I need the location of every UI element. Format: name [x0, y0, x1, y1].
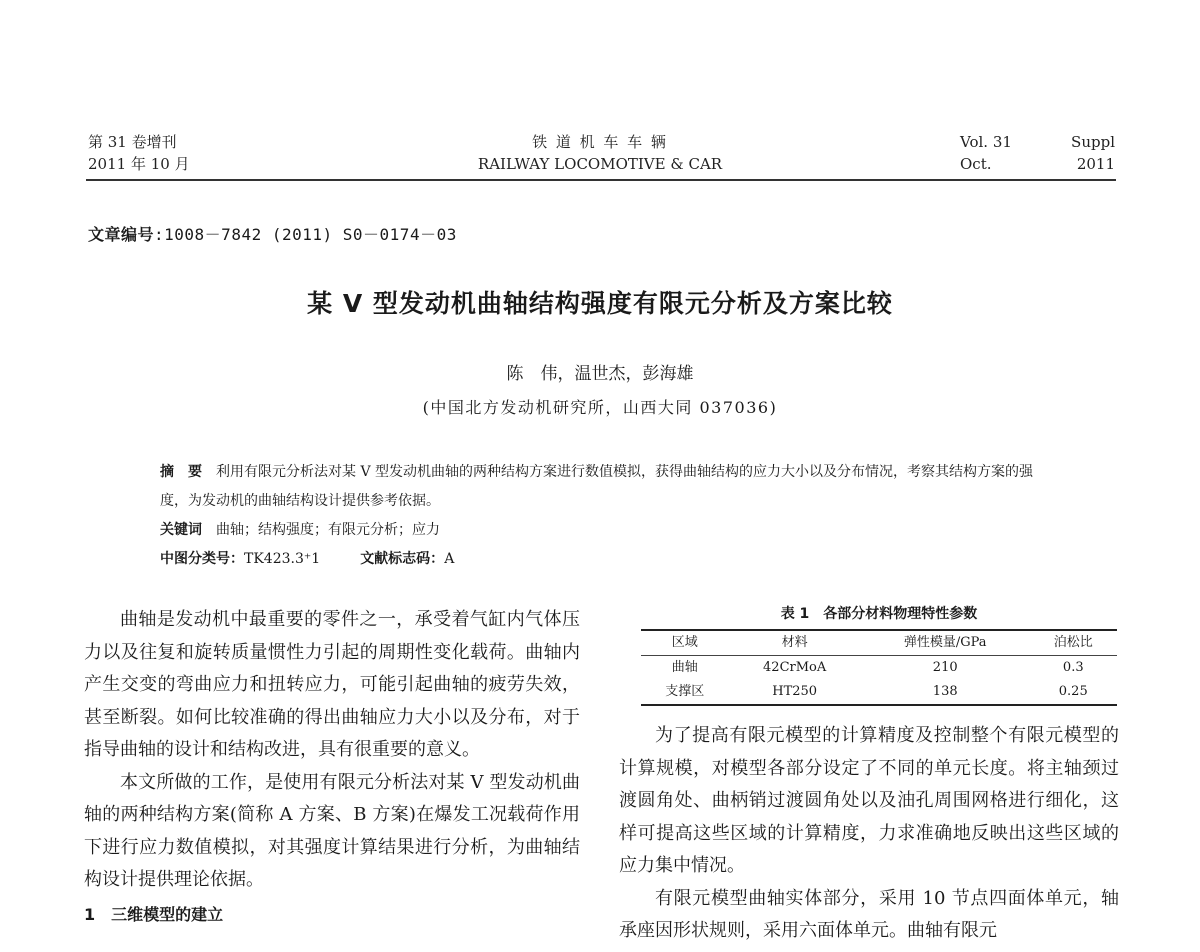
header-rule [86, 179, 1116, 181]
table-header-row [641, 630, 1117, 656]
table-header-cell: 泊松比 [1053, 635, 1093, 650]
section-heading-1: 1 三维模型的建立 [84, 904, 224, 924]
table-cell: 42CrMoA [763, 660, 827, 675]
article-number [88, 222, 457, 245]
authors: 陈 伟，温世杰，彭海雄 [506, 364, 694, 384]
right-column [619, 603, 1119, 948]
abstract [160, 458, 1050, 516]
journal-name-cn: 铁 道 机 车 车 辆 [532, 133, 668, 151]
intro-paragraph-1: 曲轴是发动机中最重要的零件之一，承受着气缸内气体压力以及往复和旋转质量惯性力引起的周期性变化载荷。曲轴内产生交变的弯曲应力和扭转应力，可能引起曲轴的疲劳失效，甚至断裂。如何比较准确的得出曲轴应力大小以及分布，对于指导曲轴的设计和结构改进，具有很重要的意义。 [84, 609, 580, 760]
paper-title: 某 V 型发动机曲轴结构强度有限元分析及方案比较 [307, 289, 893, 318]
doc-code-label: 文献标志码： [360, 551, 445, 567]
material-table [641, 629, 1117, 706]
right-body [619, 720, 1119, 948]
suppl-en: Suppl [1071, 133, 1115, 151]
table-cell: 支撑区 [665, 684, 705, 699]
journal-name-en: RAILWAY LOCOMOTIVE & CAR [477, 155, 723, 173]
journal-name [380, 131, 820, 175]
keywords [160, 516, 1050, 545]
volume-issue: 第 31 卷增刊 [88, 133, 177, 151]
clc-value: TK423.3⁺1 [244, 551, 321, 567]
table-cell: HT250 [772, 684, 818, 699]
table-header-cell: 区域 [671, 635, 698, 650]
left-column [84, 604, 580, 931]
month-en: Oct. [960, 155, 992, 173]
abstract-text: 利用有限元分析法对某 V 型发动机曲轴的两种结构方案进行数值模拟，获得曲轴结构的应力大小以及分布情况，考察其结构方案的强度，为发动机的曲轴结构设计提供参考依据。 [160, 464, 1034, 509]
table-caption: 表 1 各部分材料物理特性参数 [780, 606, 978, 622]
classification [160, 545, 1050, 574]
affiliation: (中国北方发动机研究所，山西大同 037036) [422, 398, 778, 417]
journal-issue-info-en [960, 131, 1115, 175]
keywords-value: 曲轴；结构强度；有限元分析；应力 [216, 522, 440, 538]
journal-issue-info [88, 131, 190, 175]
abstract-block [160, 458, 1050, 574]
volume-en: Vol. 31 [960, 133, 1012, 151]
year-en: 2011 [1076, 155, 1115, 173]
abstract-label: 摘 要 [160, 464, 202, 480]
clc-label: 中图分类号： [160, 551, 244, 567]
body-paragraph-1: 为了提高有限元模型的计算精度及控制整个有限元模型的计算规模，对模型各部分设定了不同的单元长度。将主轴颈过渡圆角处、曲柄销过渡圆角处以及油孔周围网格进行细化，这样可提高这些区域的计算精度，力求准确地反映出这些区域的应力集中情况。 [619, 725, 1119, 876]
doc-code-value: A [444, 551, 455, 567]
table-header-cell: 弹性模量/GPa [903, 635, 987, 650]
intro-paragraph-2: 本文所做的工作，是使用有限元分析法对某 V 型发动机曲轴的两种结构方案(简称 A 方案、B 方案)在爆发工况载荷作用下进行应力数值模拟，对其强度计算结果进行分析，为曲轴结构设计提供理论依据。 [84, 771, 580, 890]
issue-date: 2011 年 10 月 [88, 155, 190, 173]
table-header-cell: 材料 [781, 635, 808, 650]
table-cell: 曲轴 [671, 660, 698, 675]
keywords-label: 关键词 [160, 522, 202, 538]
table-cell: 0.25 [1058, 684, 1088, 699]
article-number-value: :1008－7842 (2011) S0－0174－03 [154, 225, 457, 244]
body-paragraph-2: 有限元模型曲轴实体部分，采用 10 节点四面体单元，轴承座因形状规则，采用六面体单元。曲轴有限元 [619, 887, 1119, 941]
table-cell: 138 [932, 684, 958, 699]
table-row [641, 656, 1117, 681]
table-row [641, 680, 1117, 705]
table-cell: 210 [932, 660, 958, 675]
article-number-label: 文章编号 [88, 225, 155, 244]
table-cell: 0.3 [1062, 660, 1084, 675]
